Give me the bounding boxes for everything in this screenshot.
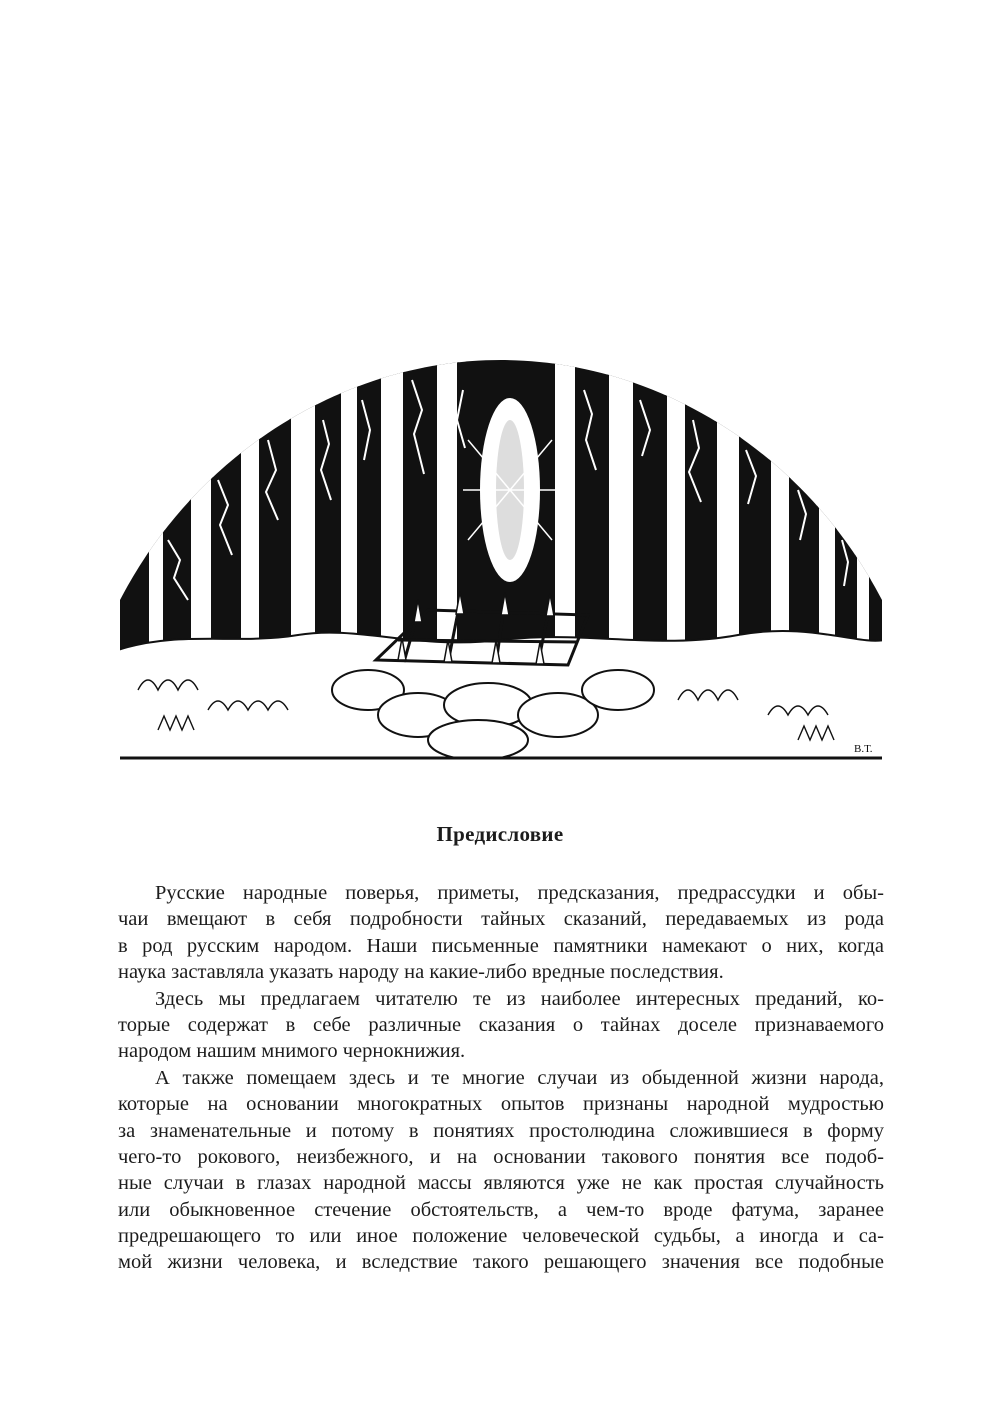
text-line: Здесь мы предлагаем читателю те из наиболее интересных преданий, ко- xyxy=(155,987,884,1010)
text-line: Русские народные поверья, приметы, предсказания, предрассудки и обы- xyxy=(155,882,884,904)
forest-illustration xyxy=(118,360,884,762)
page-title: Предисловие xyxy=(436,822,564,846)
text-line: ные случаи в глазах народной массы являются уже не как простая случайность xyxy=(118,1172,884,1195)
text-line: за знаменательные и потому в понятиях простолюдина сложившиеся в форму xyxy=(118,1119,884,1142)
text-line: чего-то рокового, неизбежного, и на основании таковогo понятия все подоб- xyxy=(118,1145,884,1168)
text-line: предрешающего то или иное положение человеческой судьбы, а иногда и са- xyxy=(118,1225,884,1248)
paragraph-1 xyxy=(118,880,884,986)
illustration-signature: В.Т. xyxy=(854,743,873,755)
paragraph-3 xyxy=(118,1065,884,1276)
text-line: мой жизни человека, и вследствие такого решающего значения все подобные xyxy=(118,1251,884,1274)
text-line: А также помещаем здесь и те многие случаи из обыденной жизни народа, xyxy=(155,1066,884,1089)
text-line: в род русским народом. Наши письменные памятники намекают о них, когда xyxy=(118,934,884,957)
text-line: торые содержат в себе различные сказания о тайнах доселе признаваемого xyxy=(118,1013,884,1036)
preface-body xyxy=(118,880,884,1276)
text-line: народом нашим мнимого чернокнижия. xyxy=(118,1040,466,1063)
text-line: или обыкновенное стечение обстоятельств, а чем-то вроде фатума, заранее xyxy=(118,1198,884,1221)
text-line: которые на основании многократных опытов признаны народной мудростью xyxy=(118,1093,884,1116)
forest-clearing-engraving-icon xyxy=(118,360,884,762)
text-line: наука заставляла указать народу на какие-либо вредные последствия. xyxy=(118,961,724,984)
paragraph-2 xyxy=(118,986,884,1065)
text-line: чаи вмещают в себя подробности тайных сказаний, передаваемых из рода xyxy=(118,908,884,931)
